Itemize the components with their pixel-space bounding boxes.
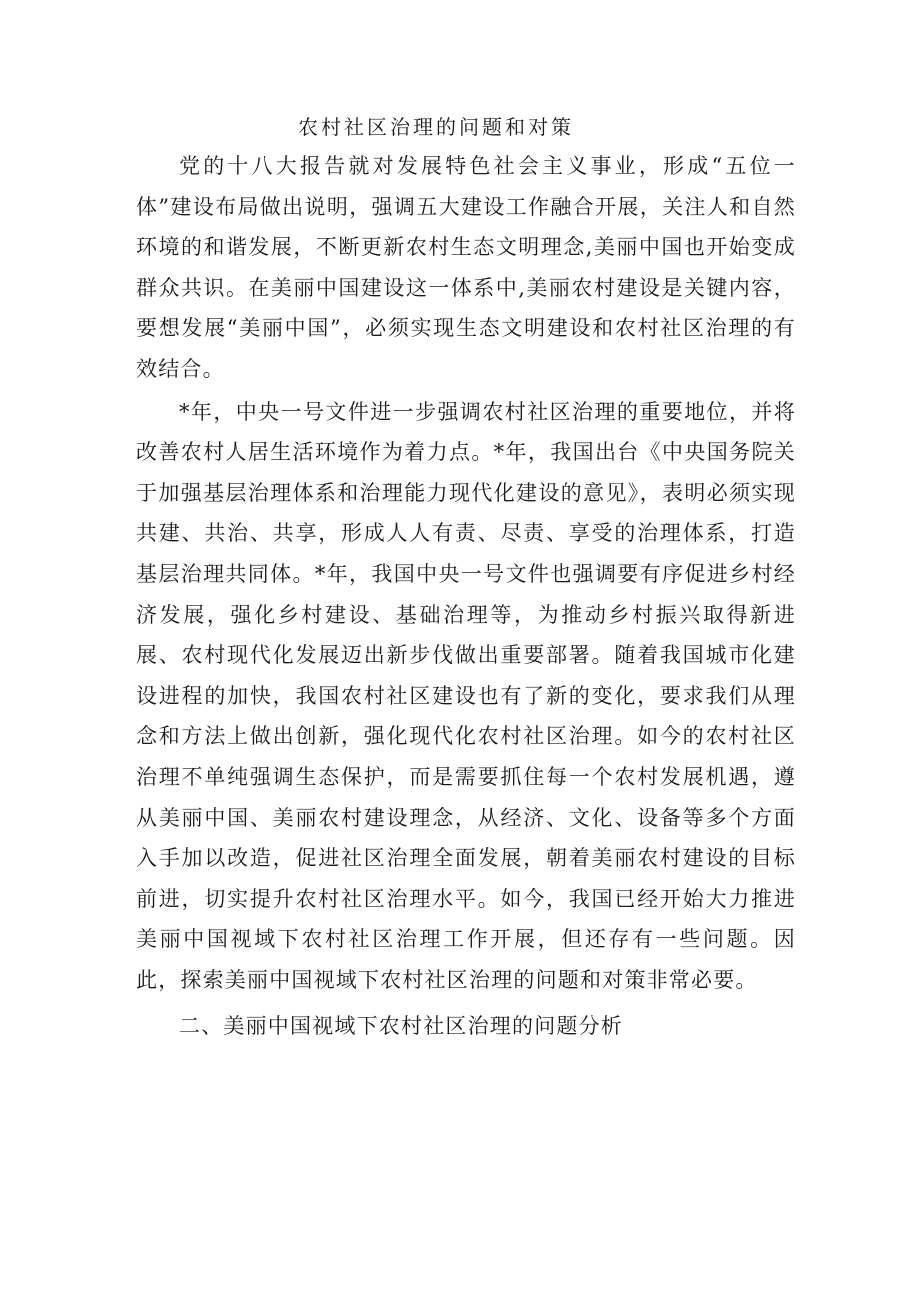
document-page — [136, 112, 796, 1046]
document-title: 农村社区治理的问题和对策 — [298, 115, 574, 139]
section-heading: 二、美丽中国视域下农村社区治理的问题分析 — [179, 1014, 623, 1039]
paragraph-intro: 党的十八大报告就对发展特色社会主义事业，形成“五位一体”建设布局做出说明，强调五大建设工作融合开展，关注人和自然环境的和谐发展，不断更新农村生态文明理念,美丽中国也开始变成群众共识。在美丽中国建设这一体系中,美丽农村建设是关键内容，要想发展“美丽中国”，必须实现生态文明建设和农村社区治理的有效结合。 — [136, 154, 796, 381]
paragraph-policy: *年，中央一号文件进一步强调农村社区治理的重要地位，并将改善农村人居生活环境作为着力点。*年，我国出台《中央国务院关于加强基层治理体系和治理能力现代化建设的意见》，表明必须实现共建、共治、共享，形成人人有责、尽责、享受的治理体系，打造基层治理共同体。*年，我国中央一号文件也强调要有序促进乡村经济发展，强化乡村建设、基础治理等，为推动乡村振兴取得新进展、农村现代化发展迈出新步伐做出重要部署。随着我国城市化建设进程的加快，我国农村社区建设也有了新的变化，要求我们从理念和方法上做出创新，强化现代化农村社区治理。如今的农村社区治理不单纯强调生态保护，而是需要抓住每一个农村发展机遇，遵从美丽中国、美丽农村建设理念，从经济、文化、设备等多个方面入手加以改造，促进社区治理全面发展，朝着美丽农村建设的目标前进，切实提升农村社区治理水平。如今，我国已经开始大力推进美丽中国视域下农村社区治理工作开展，但还存有一些问题。因此，探索美丽中国视域下农村社区治理的问题和对策非常必要。 — [136, 399, 796, 992]
